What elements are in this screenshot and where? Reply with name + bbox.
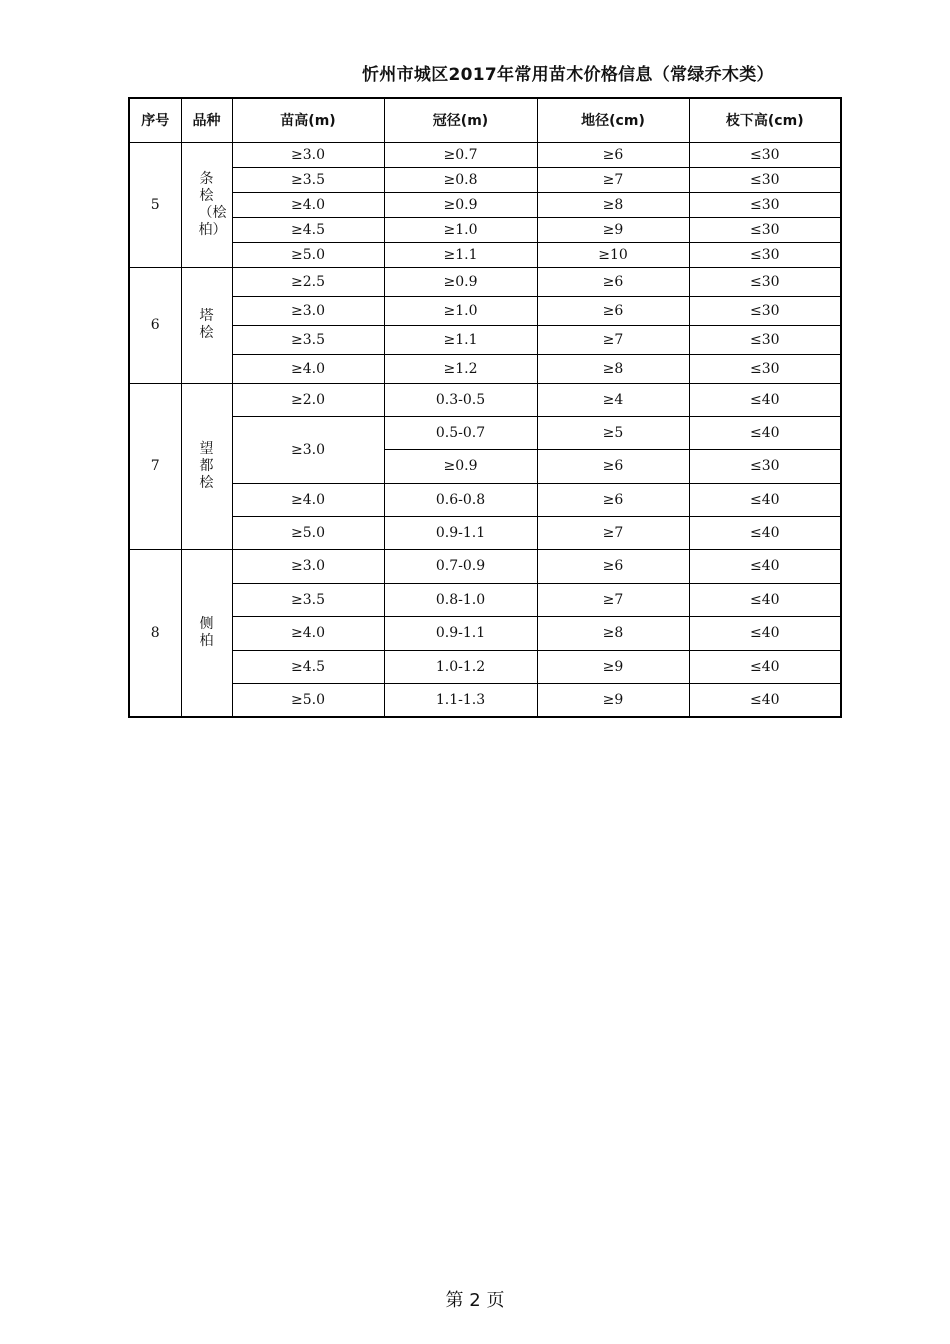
table-row xyxy=(129,549,841,583)
header-diameter: 地径(cm) xyxy=(537,98,689,142)
cell-diameter: ≥6 xyxy=(537,549,689,583)
cell-diameter: ≥9 xyxy=(537,650,689,683)
table-row xyxy=(129,354,841,383)
cell-crown: ≥1.0 xyxy=(384,296,537,325)
cell-diameter: ≥9 xyxy=(537,683,689,717)
table-row xyxy=(129,583,841,616)
cell-branch-height: ≤40 xyxy=(689,483,841,516)
variety-name: 条桧（桧柏） xyxy=(181,142,232,267)
cell-height: ≥5.0 xyxy=(232,683,384,717)
cell-diameter: ≥6 xyxy=(537,296,689,325)
cell-diameter: ≥8 xyxy=(537,616,689,650)
cell-crown: 0.5-0.7 xyxy=(384,416,537,449)
cell-crown: ≥1.1 xyxy=(384,242,537,267)
cell-height: ≥4.5 xyxy=(232,217,384,242)
cell-height: ≥3.0 xyxy=(232,549,384,583)
cell-height: ≥3.5 xyxy=(232,583,384,616)
cell-crown: 1.0-1.2 xyxy=(384,650,537,683)
cell-crown: 0.3-0.5 xyxy=(384,383,537,416)
page-number: 第 2 页 xyxy=(445,1290,505,1311)
cell-height: ≥3.0 xyxy=(232,296,384,325)
table-row xyxy=(129,383,841,416)
cell-height: ≥5.0 xyxy=(232,242,384,267)
cell-height: ≥2.5 xyxy=(232,267,384,296)
cell-height: ≥4.0 xyxy=(232,483,384,516)
cell-diameter: ≥7 xyxy=(537,516,689,549)
table-header-row xyxy=(129,98,841,142)
cell-branch-height: ≤30 xyxy=(689,242,841,267)
table-row xyxy=(129,192,841,217)
table-row xyxy=(129,616,841,650)
row-index: 8 xyxy=(129,549,181,717)
cell-branch-height: ≤40 xyxy=(689,549,841,583)
cell-branch-height: ≤40 xyxy=(689,583,841,616)
variety-name: 侧柏 xyxy=(181,549,232,717)
cell-height: ≥5.0 xyxy=(232,516,384,549)
cell-diameter: ≥8 xyxy=(537,354,689,383)
variety-name: 望都桧 xyxy=(181,383,232,549)
cell-branch-height: ≤30 xyxy=(689,267,841,296)
row-index: 6 xyxy=(129,267,181,383)
cell-crown: ≥0.9 xyxy=(384,449,537,483)
cell-crown: ≥0.9 xyxy=(384,192,537,217)
cell-crown: 0.8-1.0 xyxy=(384,583,537,616)
table-row xyxy=(129,242,841,267)
price-table xyxy=(128,97,842,718)
cell-crown: 0.9-1.1 xyxy=(384,616,537,650)
cell-branch-height: ≤40 xyxy=(689,383,841,416)
cell-branch-height: ≤40 xyxy=(689,616,841,650)
cell-branch-height: ≤30 xyxy=(689,142,841,167)
header-crown: 冠径(m) xyxy=(384,98,537,142)
table-row xyxy=(129,516,841,549)
cell-branch-height: ≤40 xyxy=(689,683,841,717)
cell-height: ≥4.0 xyxy=(232,354,384,383)
cell-diameter: ≥4 xyxy=(537,383,689,416)
cell-branch-height: ≤30 xyxy=(689,217,841,242)
header-variety: 品种 xyxy=(181,98,232,142)
cell-branch-height: ≤30 xyxy=(689,296,841,325)
cell-height: ≥3.5 xyxy=(232,167,384,192)
cell-crown: ≥1.2 xyxy=(384,354,537,383)
variety-name: 塔桧 xyxy=(181,267,232,383)
cell-diameter: ≥7 xyxy=(537,325,689,354)
cell-branch-height: ≤30 xyxy=(689,192,841,217)
cell-crown: 0.6-0.8 xyxy=(384,483,537,516)
cell-diameter: ≥10 xyxy=(537,242,689,267)
table-row xyxy=(129,217,841,242)
cell-height: ≥3.0 xyxy=(232,142,384,167)
cell-branch-height: ≤40 xyxy=(689,516,841,549)
cell-diameter: ≥9 xyxy=(537,217,689,242)
cell-crown: ≥1.1 xyxy=(384,325,537,354)
cell-diameter: ≥6 xyxy=(537,142,689,167)
header-index: 序号 xyxy=(129,98,181,142)
cell-crown: ≥0.8 xyxy=(384,167,537,192)
cell-crown: 0.7-0.9 xyxy=(384,549,537,583)
cell-diameter: ≥6 xyxy=(537,483,689,516)
cell-diameter: ≥7 xyxy=(537,583,689,616)
cell-diameter: ≥7 xyxy=(537,167,689,192)
header-branch-height: 枝下高(cm) xyxy=(689,98,841,142)
cell-height: ≥3.5 xyxy=(232,325,384,354)
cell-diameter: ≥6 xyxy=(537,449,689,483)
cell-branch-height: ≤30 xyxy=(689,167,841,192)
cell-branch-height: ≤30 xyxy=(689,354,841,383)
table-row xyxy=(129,267,841,296)
cell-branch-height: ≤40 xyxy=(689,650,841,683)
cell-branch-height: ≤30 xyxy=(689,325,841,354)
table-row xyxy=(129,296,841,325)
cell-crown: ≥0.9 xyxy=(384,267,537,296)
cell-crown: 1.1-1.3 xyxy=(384,683,537,717)
table-row xyxy=(129,650,841,683)
table-row xyxy=(129,483,841,516)
table-row xyxy=(129,167,841,192)
cell-height: ≥3.0 xyxy=(232,416,384,483)
page-title: 忻州市城区2017年常用苗木价格信息（常绿乔木类） xyxy=(362,65,774,85)
table-row xyxy=(129,142,841,167)
row-index: 7 xyxy=(129,383,181,549)
table-row xyxy=(129,325,841,354)
cell-diameter: ≥8 xyxy=(537,192,689,217)
cell-branch-height: ≤40 xyxy=(689,416,841,449)
cell-branch-height: ≤30 xyxy=(689,449,841,483)
cell-crown: 0.9-1.1 xyxy=(384,516,537,549)
header-height: 苗高(m) xyxy=(232,98,384,142)
cell-diameter: ≥5 xyxy=(537,416,689,449)
cell-height: ≥4.0 xyxy=(232,616,384,650)
cell-crown: ≥1.0 xyxy=(384,217,537,242)
cell-height: ≥4.5 xyxy=(232,650,384,683)
table-row xyxy=(129,416,841,449)
cell-height: ≥2.0 xyxy=(232,383,384,416)
cell-diameter: ≥6 xyxy=(537,267,689,296)
row-index: 5 xyxy=(129,142,181,267)
cell-height: ≥4.0 xyxy=(232,192,384,217)
cell-crown: ≥0.7 xyxy=(384,142,537,167)
table-row xyxy=(129,683,841,717)
